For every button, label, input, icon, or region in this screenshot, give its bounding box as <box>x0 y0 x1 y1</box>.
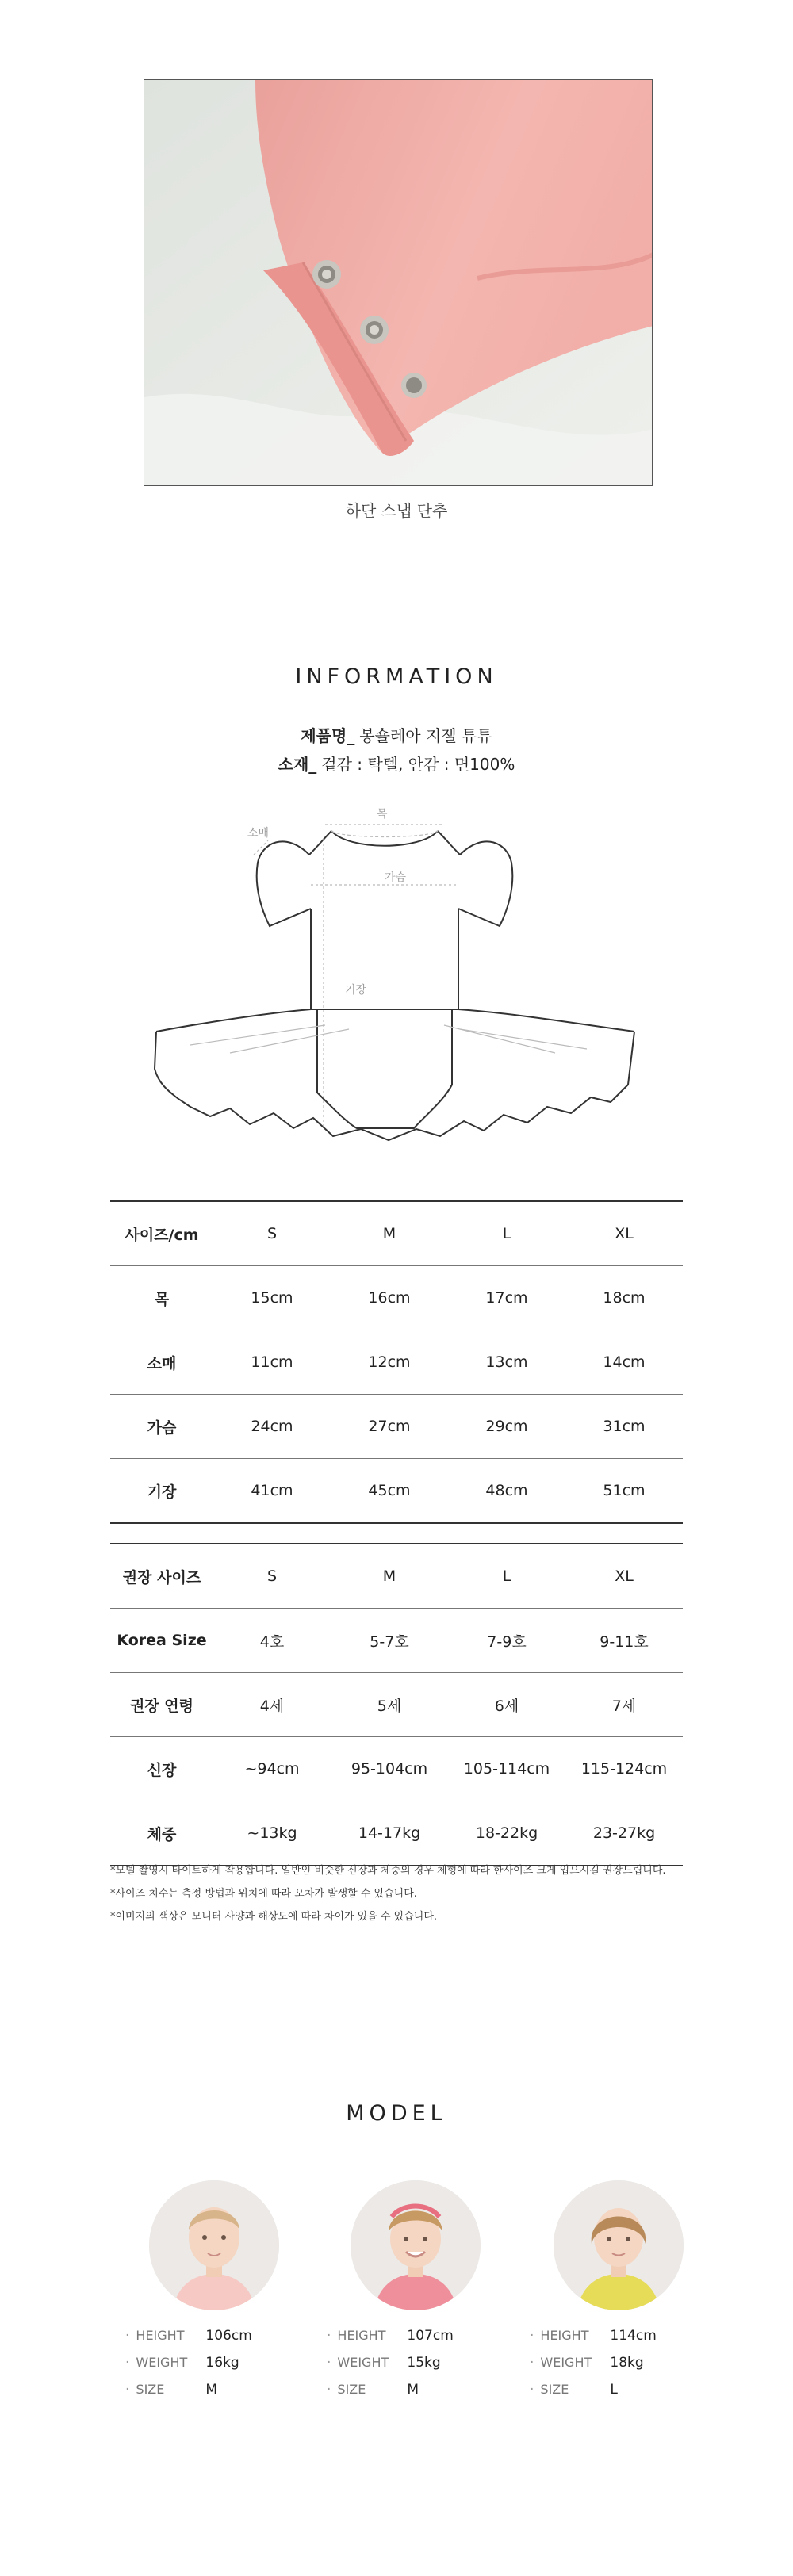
table-row <box>110 1201 683 1266</box>
snap-button-2 <box>360 316 389 344</box>
table-cell: 115-124cm <box>565 1737 683 1801</box>
material-value: 겉감 : 탁텔, 안감 : 면100% <box>321 755 515 774</box>
product-name-line <box>0 723 793 746</box>
recommend-header-s: S <box>266 1567 278 1585</box>
table-cell: 29cm <box>448 1395 565 1459</box>
table-cell: 27cm <box>331 1395 448 1459</box>
table-cell: 7-9호 <box>448 1609 565 1673</box>
table-cell: 7세 <box>565 1673 683 1737</box>
table-cell: ~94cm <box>213 1737 331 1801</box>
product-detail-photo <box>144 79 653 486</box>
table-cell: 17cm <box>448 1266 565 1330</box>
chest-label: 가슴 <box>385 871 407 884</box>
material-line <box>0 752 793 775</box>
table-row <box>110 1544 683 1609</box>
information-title: INFORMATION <box>295 664 498 689</box>
table-cell: 11cm <box>213 1330 331 1395</box>
row-label: 가슴 <box>110 1395 213 1459</box>
model-1-weight: · WEIGHT 16kg <box>125 2355 239 2371</box>
table-cell: 95-104cm <box>331 1737 448 1801</box>
model-title: MODEL <box>346 2101 447 2126</box>
product-name-value: 봉숄레아 지젤 튜튜 <box>359 726 492 745</box>
size-header-m: M <box>382 1225 396 1242</box>
row-label: 기장 <box>110 1459 213 1524</box>
model-avatar-2 <box>351 2180 481 2310</box>
table-cell: 14cm <box>565 1330 683 1395</box>
table-cell: 18cm <box>565 1266 683 1330</box>
note-2: *사이즈 치수는 측정 방법과 위치에 따라 오차가 발생할 수 있습니다. <box>110 1888 417 1900</box>
size-header-l: L <box>502 1225 511 1242</box>
model-2-height: · HEIGHT 107cm <box>327 2328 454 2344</box>
model-2-weight: · WEIGHT 15kg <box>327 2355 441 2371</box>
recommend-header-label: 권장 사이즈 <box>122 1568 201 1587</box>
recommend-header-m: M <box>382 1567 396 1585</box>
table-row <box>110 1737 683 1801</box>
model-3-weight: · WEIGHT 18kg <box>530 2355 644 2371</box>
row-label: 신장 <box>110 1737 213 1801</box>
neck-label: 목 <box>377 808 388 821</box>
row-label: Korea Size <box>110 1609 213 1673</box>
table-row <box>110 1673 683 1737</box>
size-header-label: 사이즈/cm <box>125 1226 199 1244</box>
table-cell: 4세 <box>213 1673 331 1737</box>
table-row <box>110 1459 683 1524</box>
model-2-size: · SIZE M <box>327 2382 419 2398</box>
table-row <box>110 1801 683 1866</box>
recommend-header-l: L <box>502 1567 511 1585</box>
table-cell: 24cm <box>213 1395 331 1459</box>
model-3-height: · HEIGHT 114cm <box>530 2328 657 2344</box>
table-cell: 105-114cm <box>448 1737 565 1801</box>
table-cell: 14-17kg <box>331 1801 448 1866</box>
table-cell: 45cm <box>331 1459 448 1524</box>
photo-caption: 하단 스냅 단추 <box>345 501 448 520</box>
table-cell: 18-22kg <box>448 1801 565 1866</box>
table-cell: 5세 <box>331 1673 448 1737</box>
table-cell: 16cm <box>331 1266 448 1330</box>
model-avatar-1 <box>149 2180 279 2310</box>
size-table <box>110 1200 683 1524</box>
table-cell: ~13kg <box>213 1801 331 1866</box>
row-label: 소매 <box>110 1330 213 1395</box>
sleeve-label: 소매 <box>247 827 270 840</box>
product-name-label: 제품명_ <box>301 726 355 745</box>
row-label: 목 <box>110 1266 213 1330</box>
table-cell: 13cm <box>448 1330 565 1395</box>
size-header-s: S <box>266 1225 278 1242</box>
model-1-size: · SIZE M <box>125 2382 218 2398</box>
table-row <box>110 1266 683 1330</box>
note-3: *이미지의 색상은 모니터 사양과 해상도에 따라 차이가 있을 수 있습니다. <box>110 1911 438 1923</box>
length-label: 기장 <box>345 984 367 997</box>
row-label: 체중 <box>110 1801 213 1866</box>
table-cell: 51cm <box>565 1459 683 1524</box>
table-row <box>110 1330 683 1395</box>
table-cell: 23-27kg <box>565 1801 683 1866</box>
recommend-header-xl: XL <box>615 1567 634 1585</box>
table-cell: 12cm <box>331 1330 448 1395</box>
note-1: *모델 촬영시 타이트하게 착용합니다. 일반인 비슷한 신장과 체중의 경우 체형에 따라 한사이즈 크게 입으시길 권장드립니다. <box>110 1865 666 1877</box>
recommend-size-table <box>110 1543 683 1866</box>
table-row <box>110 1609 683 1673</box>
size-header-xl: XL <box>615 1225 634 1242</box>
table-cell: 31cm <box>565 1395 683 1459</box>
snap-button-1 <box>312 260 341 289</box>
table-cell: 9-11호 <box>565 1609 683 1673</box>
model-3-size: · SIZE L <box>530 2382 618 2398</box>
material-label: 소재_ <box>278 755 317 774</box>
table-cell: 15cm <box>213 1266 331 1330</box>
row-label: 권장 연령 <box>110 1673 213 1737</box>
table-cell: 5-7호 <box>331 1609 448 1673</box>
table-cell: 4호 <box>213 1609 331 1673</box>
table-cell: 48cm <box>448 1459 565 1524</box>
model-1-height: · HEIGHT 106cm <box>125 2328 252 2344</box>
snap-button-3 <box>401 373 427 398</box>
garment-diagram <box>143 808 650 1164</box>
table-cell: 6세 <box>448 1673 565 1737</box>
table-row <box>110 1395 683 1459</box>
table-cell: 41cm <box>213 1459 331 1524</box>
model-avatar-3 <box>554 2180 684 2310</box>
